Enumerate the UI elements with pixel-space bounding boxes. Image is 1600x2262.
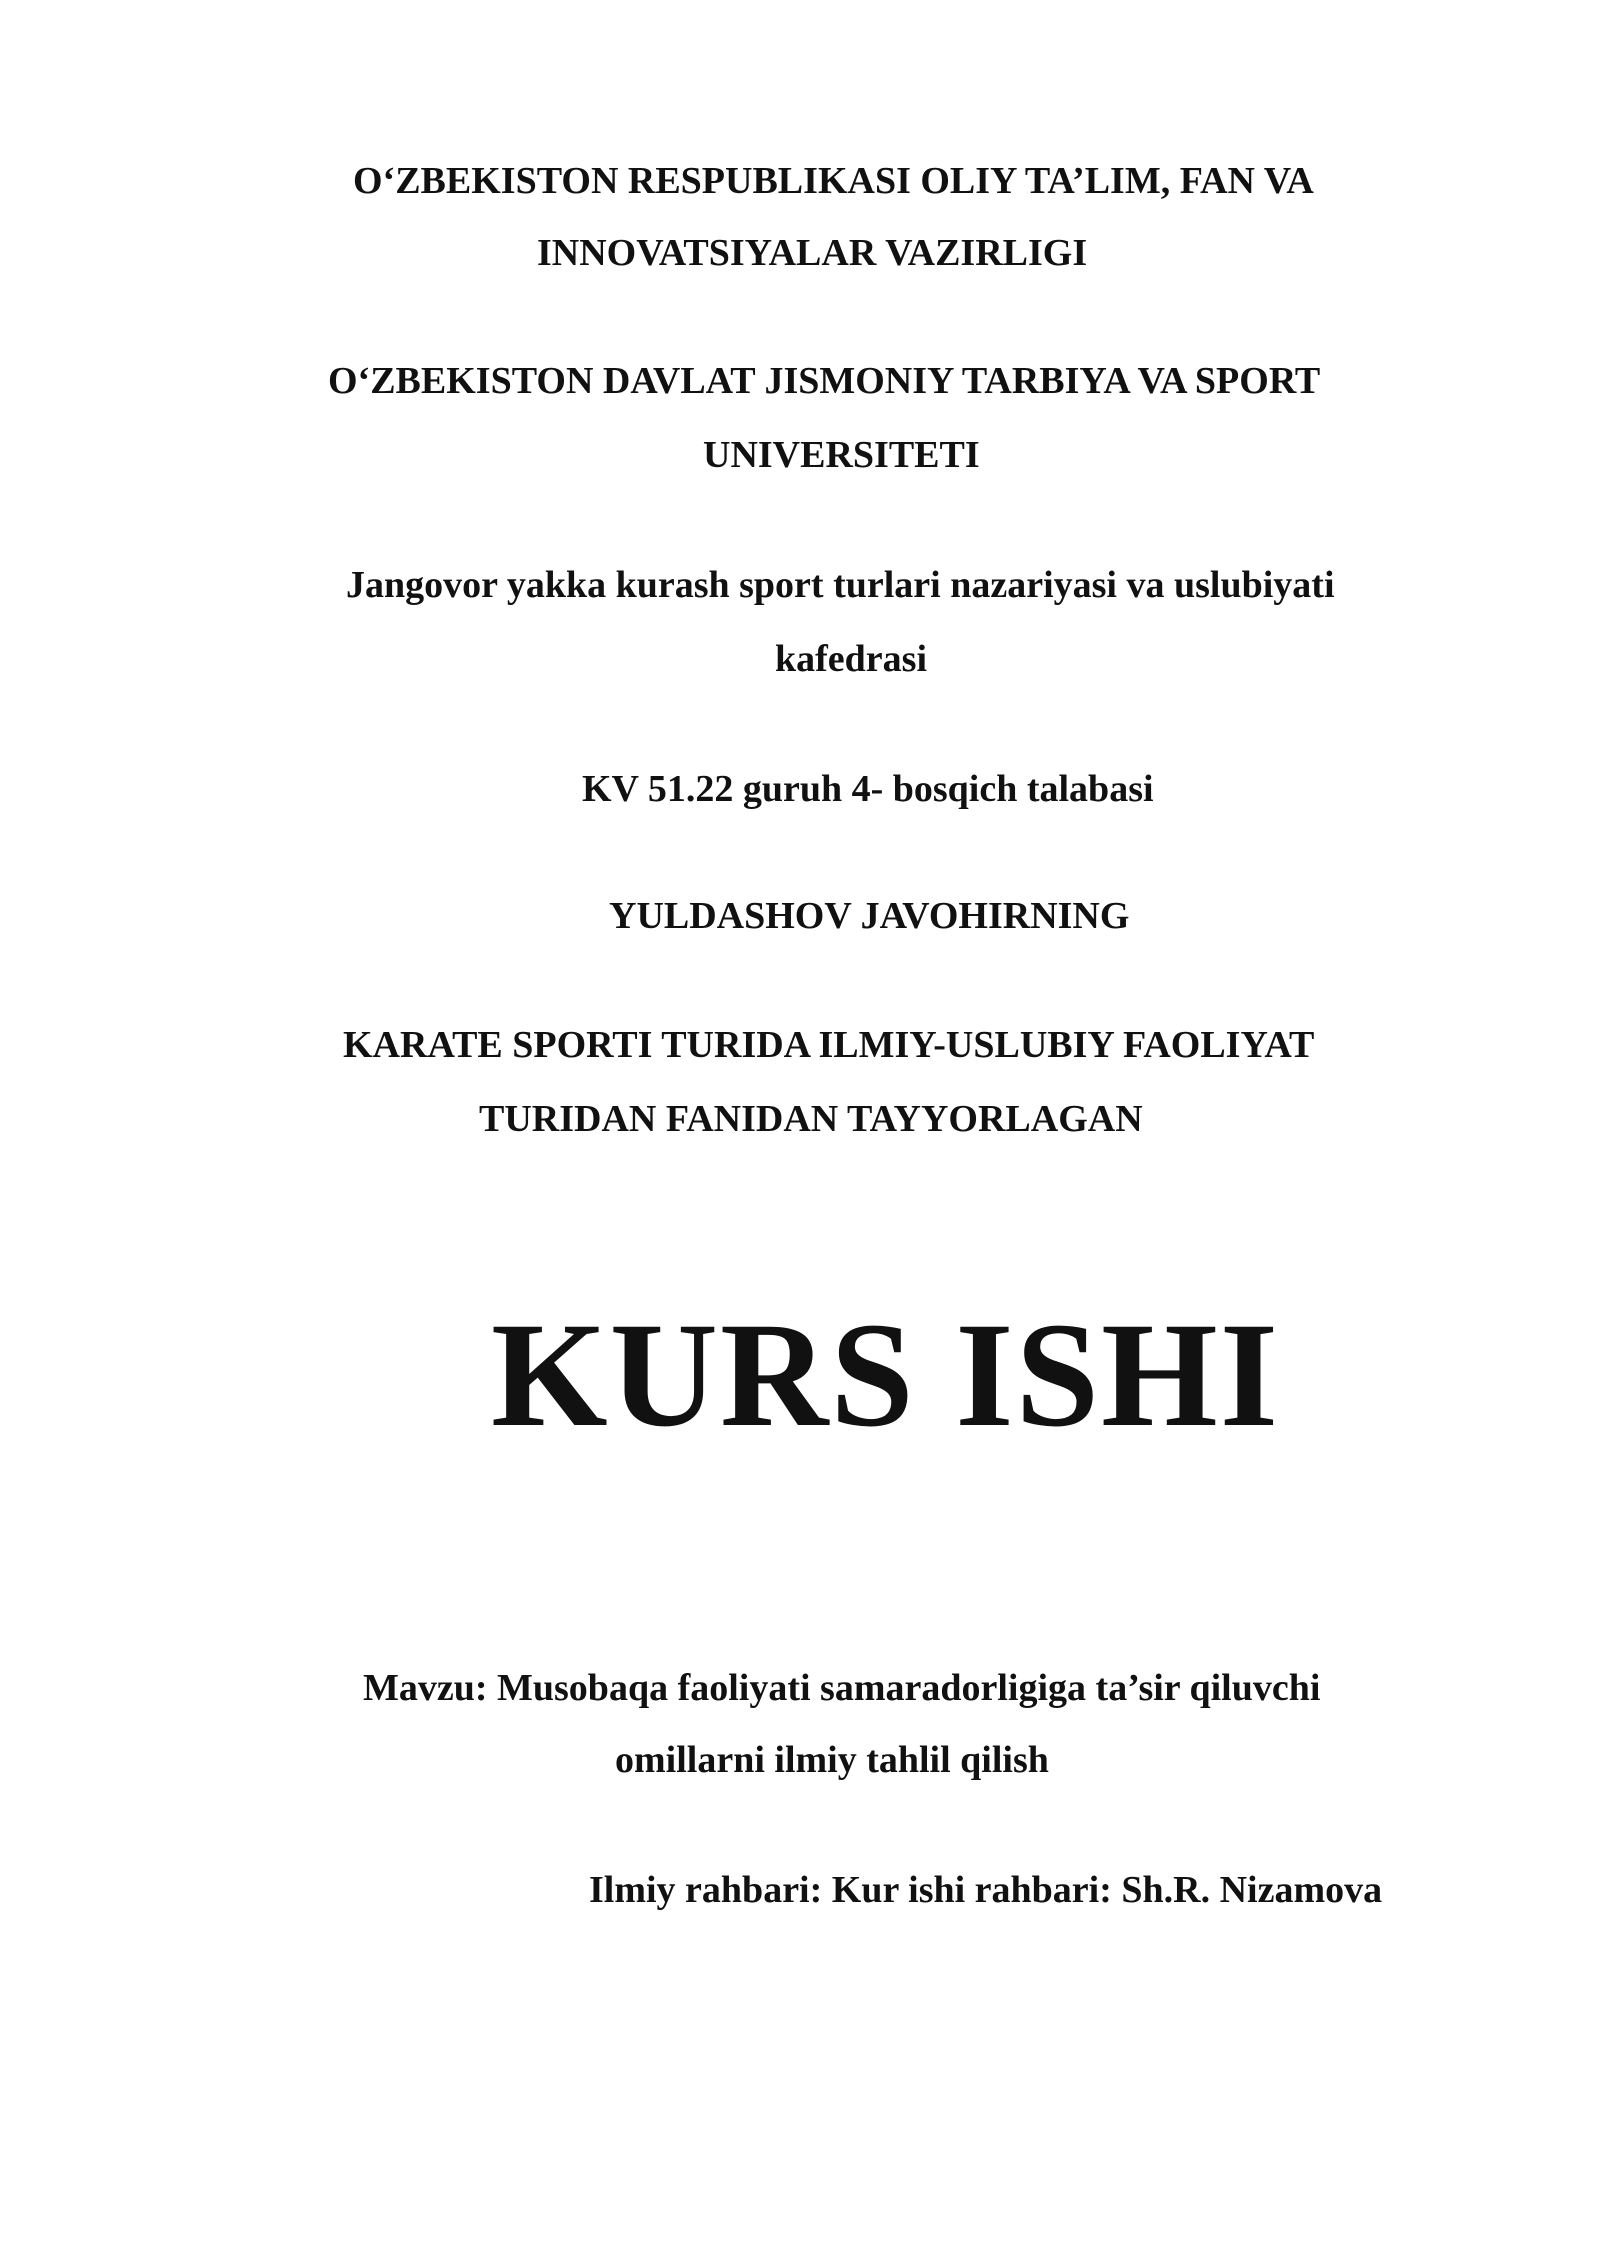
ministry-line-1: O‘ZBEKISTON RESPUBLIKASI OLIY TA’LIM, FAN VA: [353, 160, 1314, 202]
department-line-1: Jangovor yakka kurash sport turlari nazariyasi va uslubiyati: [346, 564, 1335, 606]
subject-line-2: TURIDAN FANIDAN TAYYORLAGAN: [479, 1098, 1143, 1140]
topic-line-2: omillarni ilmiy tahlil qilish: [615, 1739, 1049, 1781]
university-line-2: UNIVERSITETI: [703, 434, 980, 476]
ministry-line-2: INNOVATSIYALAR VAZIRLIGI: [537, 232, 1088, 274]
topic-line-1: Mavzu: Musobaqa faoliyati samaradorligiga ta’sir qiluvchi: [363, 1667, 1321, 1709]
subject-line-1: KARATE SPORTI TURIDA ILMIY-USLUBIY FAOLIYAT: [343, 1024, 1315, 1066]
department-line-2: kafedrasi: [775, 638, 927, 680]
student-name: YULDASHOV JAVOHIRNING: [609, 895, 1130, 937]
student-group: KV 51.22 guruh 4- bosqich talabasi: [582, 768, 1154, 810]
work-type-title: KURS ISHI: [491, 1292, 1281, 1458]
university-line-1: O‘ZBEKISTON DAVLAT JISMONIY TARBIYA VA SPORT: [328, 360, 1321, 402]
supervisor-line: Ilmiy rahbari: Kur ishi rahbari: Sh.R. Nizamova: [589, 1869, 1383, 1911]
